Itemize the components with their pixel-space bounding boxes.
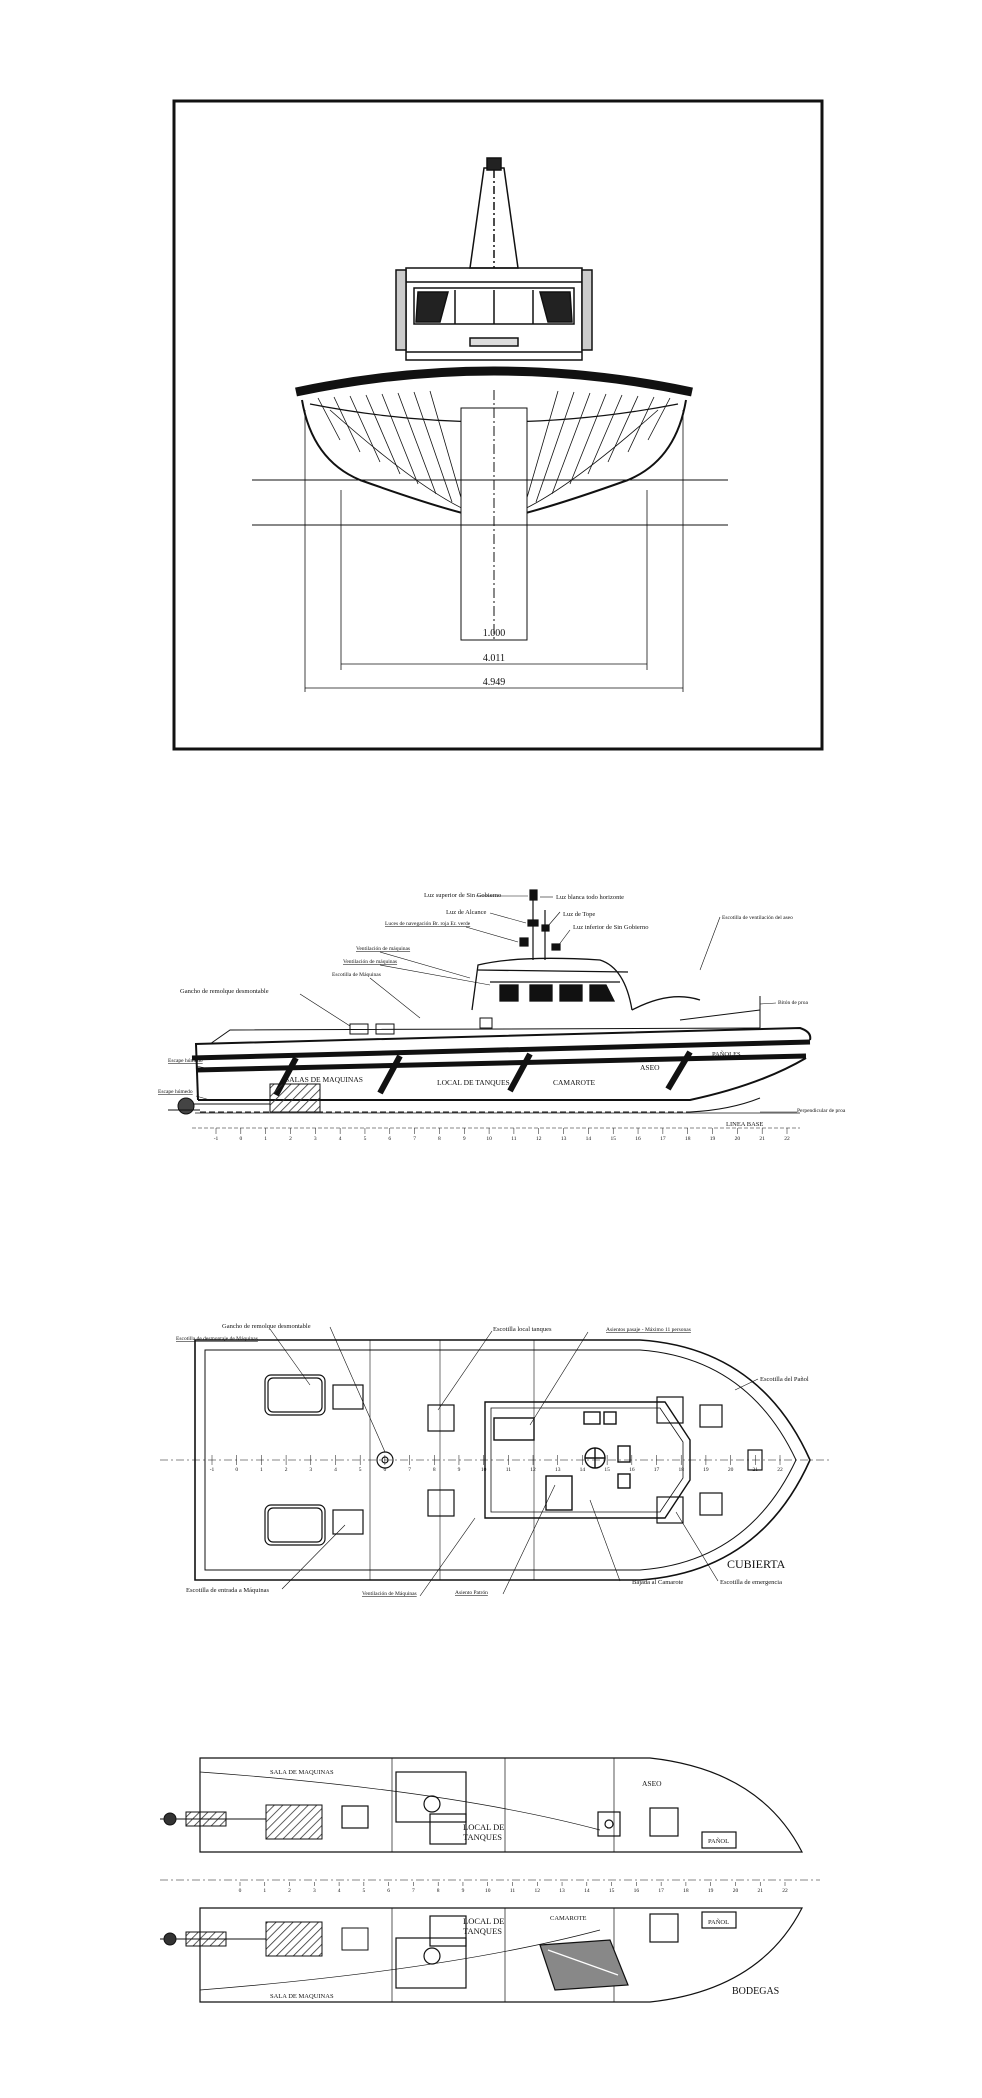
dimension-keel: 1.000 <box>482 628 506 639</box>
holds-lower-camarote: CAMAROTE <box>550 1915 587 1922</box>
frame-number: 17 <box>653 1467 660 1473</box>
frame-number: 4 <box>337 1888 341 1894</box>
callout-escotilla-emergencia: Escotilla de emergencia <box>720 1579 782 1586</box>
frame-number: 16 <box>629 1467 635 1473</box>
holds-frame-scale <box>239 1882 788 1894</box>
frame-number: 12 <box>530 1467 536 1473</box>
frame-number: 21 <box>757 1888 763 1894</box>
callout-ventilacion-2: Ventilación de máquinas <box>343 959 398 965</box>
frame-number: 4 <box>338 1136 342 1142</box>
holds-upper-sala-maquinas: SALA DE MAQUINAS <box>270 1769 334 1776</box>
frame-number: 19 <box>709 1136 716 1142</box>
holds-upper-panol: PAÑOL <box>708 1838 730 1845</box>
frame-number: 12 <box>535 1136 542 1142</box>
frame-number: 16 <box>633 1888 640 1894</box>
callout-asientos-pasaje: Asientos pasaje - Máximo 11 personas <box>606 1327 691 1333</box>
frame-number: 22 <box>782 1888 788 1894</box>
frame-number: 16 <box>635 1136 641 1142</box>
frame-number: 19 <box>707 1888 714 1894</box>
label-local-tanques: LOCAL DE TANQUES <box>437 1078 510 1087</box>
frame-number: 10 <box>484 1888 491 1894</box>
callout-bitas-proa: Bitón de proa <box>778 1000 808 1006</box>
frame-number: 5 <box>363 1136 367 1142</box>
callout-escotilla-maquinas: Escotilla de Máquinas <box>332 972 381 978</box>
frame-number: 2 <box>289 1136 292 1142</box>
callout-ventilacion-deck: Ventilación de Máquinas <box>362 1591 417 1597</box>
frame-number: 20 <box>727 1467 734 1473</box>
callout-gancho: Gancho de remolque desmontable <box>180 988 269 995</box>
frame-number: -1 <box>213 1136 219 1142</box>
callout-escape-1: Escape húmedo <box>168 1058 203 1064</box>
frame-number: 10 <box>486 1136 492 1142</box>
holds-plan-title: BODEGAS <box>732 1986 780 1997</box>
callout-perpendicular-proa: Perpendicular de proa <box>797 1108 846 1114</box>
holds-lower-sala-maquinas: SALA DE MAQUINAS <box>270 1993 334 2000</box>
profile-view <box>158 890 846 1142</box>
frame-number: 13 <box>559 1888 565 1894</box>
holds-plan <box>160 1758 820 2002</box>
holds-upper-local-tanques-1: LOCAL DE <box>463 1822 505 1832</box>
frame-number: 0 <box>235 1467 239 1473</box>
frame-number: 17 <box>660 1136 666 1142</box>
callout-luz-blanca: Luz blanca todo horizonte <box>556 894 625 901</box>
frame-number: 3 <box>309 1467 313 1473</box>
frame-number: 9 <box>457 1467 461 1473</box>
frame-number: 1 <box>263 1888 267 1894</box>
frame-number: 22 <box>784 1136 790 1142</box>
frame-number: 8 <box>438 1136 441 1142</box>
frame-number: 9 <box>462 1136 466 1142</box>
deck-plan-title: CUBIERTA <box>727 1557 786 1571</box>
frame-number: 13 <box>560 1136 567 1142</box>
frame-number: -1 <box>209 1467 215 1473</box>
callout-escotilla-panol: Escotilla del Pañol <box>760 1376 809 1383</box>
holds-lower-local-tanques-1: LOCAL DE <box>463 1916 505 1926</box>
frame-number: 1 <box>264 1136 268 1142</box>
callout-escotilla-desmontaje: Escotilla de desmontaje de Máquinas <box>176 1336 258 1342</box>
holds-lower-local-tanques-2: TANQUES <box>463 1926 502 1936</box>
wheelhouse <box>396 268 592 360</box>
frame-number: 11 <box>511 1136 517 1142</box>
label-salas-maquinas: SALAS DE MAQUINAS <box>285 1075 363 1084</box>
frame-number: 5 <box>362 1888 366 1894</box>
frame-number: 15 <box>604 1467 610 1473</box>
dimension-chine: 4.011 <box>482 653 506 664</box>
frame-number: 1 <box>260 1467 263 1473</box>
callout-luz-tope: Luz de Tope <box>563 911 596 918</box>
deck-plan <box>160 1323 830 1597</box>
frame-number: 21 <box>759 1136 765 1142</box>
holds-lower-engine <box>160 1922 368 1956</box>
frame-number: 3 <box>313 1136 317 1142</box>
callout-asiento-patron: Asiento Patrón <box>455 1590 488 1596</box>
profile-frame-scale <box>214 1128 790 1142</box>
frame-number: 14 <box>579 1467 586 1473</box>
holds-upper-local-tanques-2: TANQUES <box>463 1832 502 1842</box>
frame-number: 8 <box>432 1467 436 1473</box>
frame-number: 6 <box>388 1136 392 1142</box>
callout-luz-inferior: Luz inferior de Sin Gobierno <box>573 924 649 931</box>
frame-number: 20 <box>732 1888 739 1894</box>
label-camarote: CAMAROTE <box>553 1078 596 1087</box>
deck-frame-scale <box>210 1455 783 1473</box>
profile-superstructure <box>472 958 700 1010</box>
frame-number: 0 <box>239 1136 243 1142</box>
frame-number: 3 <box>312 1888 316 1894</box>
callout-luz-alcance: Luz de Alcance <box>446 909 487 916</box>
label-aseo: ASEO <box>640 1063 660 1072</box>
keel-and-waterlines <box>252 390 728 640</box>
frame-number: 2 <box>288 1888 291 1894</box>
frame-number: 18 <box>683 1888 689 1894</box>
frame-number: 22 <box>777 1467 783 1473</box>
frame-number: 0 <box>238 1888 242 1894</box>
frame-number: 6 <box>387 1888 391 1894</box>
frame-number: 6 <box>383 1467 387 1473</box>
holds-upper-engine <box>160 1805 322 1839</box>
frame-number: 14 <box>585 1136 592 1142</box>
frame-number: 11 <box>509 1888 516 1894</box>
callout-escotilla-aseo: Escotilla de ventilación del aseo <box>722 915 793 921</box>
frame-number: 8 <box>436 1888 440 1894</box>
holds-upper-aseo: ASEO <box>642 1779 662 1788</box>
frame-number: 14 <box>584 1888 590 1894</box>
frame-number: 15 <box>610 1136 616 1142</box>
callout-luces-navegacion: Luces de navegación Br. roja Er. verde <box>385 921 471 927</box>
frame-number: 20 <box>734 1136 741 1142</box>
frame-number: 10 <box>480 1467 487 1473</box>
frame-number: 13 <box>554 1467 561 1473</box>
frame-number: 17 <box>658 1888 664 1894</box>
mast <box>470 158 518 268</box>
callout-escotilla-entrada: Escotilla de entrada a Máquinas <box>186 1587 270 1594</box>
callout-bajada-camarote: Bajada al Camarote <box>632 1579 684 1586</box>
frame-number: 2 <box>284 1467 288 1473</box>
callout-escape-2: Escape húmedo <box>158 1089 193 1095</box>
label-panoles: PAÑOLES <box>712 1051 741 1058</box>
deck-outline <box>160 1340 830 1580</box>
frame-number: 15 <box>608 1888 615 1894</box>
dimension-beam: 4.949 <box>482 677 506 688</box>
frame-number: 7 <box>412 1888 415 1894</box>
front-view <box>174 101 822 749</box>
callout-escotilla-tanques: Escotilla local tanques <box>493 1326 552 1333</box>
frame-number: 7 <box>408 1467 411 1473</box>
callout-ventilacion-1: Ventilación de máquinas <box>356 946 411 952</box>
frame-number: 21 <box>752 1467 759 1473</box>
frame-number: 19 <box>703 1467 709 1473</box>
frame-number: 7 <box>413 1136 416 1142</box>
frame-number: 18 <box>678 1467 684 1473</box>
frame-number: 9 <box>461 1888 465 1894</box>
frame-number: 4 <box>334 1467 337 1473</box>
callout-luz-superior: Luz superior de Sin Gobierno <box>424 892 502 899</box>
callout-linea-base: LINEA BASE <box>726 1121 764 1128</box>
frame-number: 5 <box>358 1467 362 1473</box>
frame-number: 18 <box>684 1136 691 1142</box>
frame-number: 12 <box>534 1888 541 1894</box>
frame-number: 11 <box>505 1467 511 1473</box>
callout-deck-gancho: Gancho de remolque desmontable <box>222 1323 311 1330</box>
holds-lower-panol: PAÑOL <box>708 1919 730 1926</box>
